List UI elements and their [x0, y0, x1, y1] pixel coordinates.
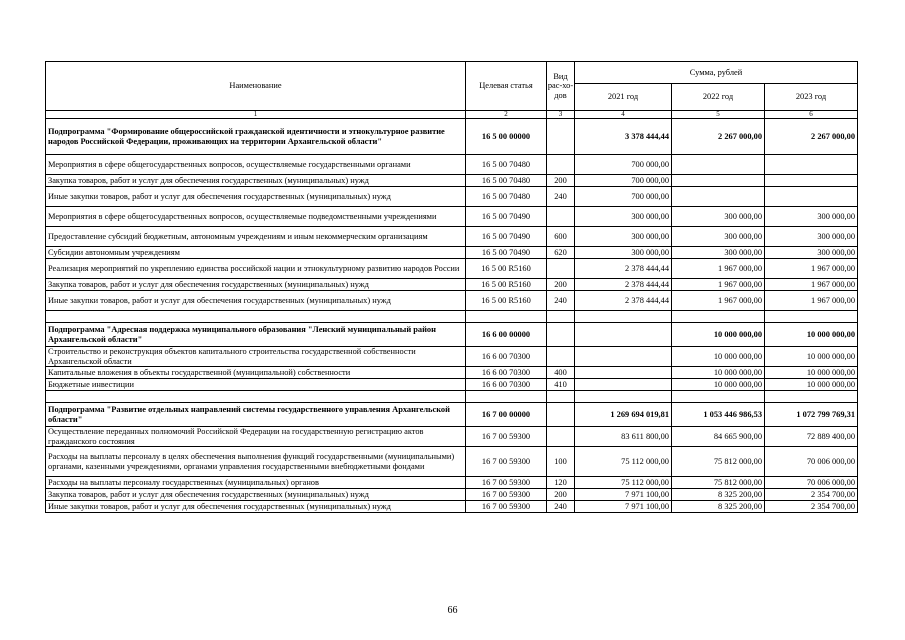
- row-sum-2021: 2 378 444,44: [575, 259, 672, 279]
- row-kind: 620: [547, 247, 575, 259]
- row-name: [46, 311, 466, 323]
- row-sum-2022: 84 665 900,00: [672, 427, 765, 447]
- row-sum-2023: [765, 391, 858, 403]
- header-kind: Вид рас-хо-дов: [547, 62, 575, 111]
- row-sum-2021: 300 000,00: [575, 247, 672, 259]
- row-sum-2023: [765, 311, 858, 323]
- row-sum-2023: [765, 175, 858, 187]
- row-sum-2022: 10 000 000,00: [672, 347, 765, 367]
- row-kind: 410: [547, 379, 575, 391]
- row-kind: 600: [547, 227, 575, 247]
- table-row: [46, 427, 858, 447]
- row-kind: [547, 119, 575, 155]
- row-sum-2021: [575, 347, 672, 367]
- row-sum-2023: 2 267 000,00: [765, 119, 858, 155]
- column-index-cell: 1: [46, 111, 466, 119]
- header-sum: Сумма, рублей: [575, 62, 858, 84]
- row-sum-2023: 10 000 000,00: [765, 367, 858, 379]
- row-sum-2023: 1 967 000,00: [765, 279, 858, 291]
- row-kind: 100: [547, 447, 575, 477]
- row-sum-2022: [672, 187, 765, 207]
- row-sum-2022: [672, 155, 765, 175]
- row-sum-2021: [575, 391, 672, 403]
- table-row: [46, 379, 858, 391]
- row-sum-2023: 72 889 400,00: [765, 427, 858, 447]
- column-index-row: [46, 111, 858, 119]
- row-kind: [547, 347, 575, 367]
- row-kind: 240: [547, 187, 575, 207]
- row-code: 16 7 00 59300: [466, 501, 547, 513]
- row-code: 16 5 00 70490: [466, 207, 547, 227]
- row-sum-2021: [575, 323, 672, 347]
- header-2022: 2022 год: [672, 84, 765, 111]
- row-code: 16 7 00 59300: [466, 447, 547, 477]
- row-sum-2023: [765, 187, 858, 207]
- row-sum-2022: 8 325 200,00: [672, 501, 765, 513]
- row-sum-2023: 300 000,00: [765, 207, 858, 227]
- table-row: [46, 207, 858, 227]
- row-code: [466, 391, 547, 403]
- table-row: [46, 279, 858, 291]
- row-name: Капитальные вложения в объекты государственной (муниципальной) собственности: [46, 367, 466, 379]
- row-name: Реализация мероприятий по укреплению единства российской нации и этнокультурному развитию народов России: [46, 259, 466, 279]
- row-name: Иные закупки товаров, работ и услуг для обеспечения государственных (муниципальных) нужд: [46, 187, 466, 207]
- row-sum-2022: 1 967 000,00: [672, 291, 765, 311]
- row-name: Иные закупки товаров, работ и услуг для обеспечения государственных (муниципальных) нужд: [46, 501, 466, 513]
- row-sum-2023: 10 000 000,00: [765, 379, 858, 391]
- row-sum-2021: 2 378 444,44: [575, 279, 672, 291]
- row-sum-2021: [575, 367, 672, 379]
- row-name: Осуществление переданных полномочий Российской Федерации на государственную регистрацию актов гражданского состояния: [46, 427, 466, 447]
- table-row: [46, 501, 858, 513]
- row-kind: [547, 403, 575, 427]
- row-sum-2021: 300 000,00: [575, 207, 672, 227]
- row-code: 16 5 00 70480: [466, 155, 547, 175]
- row-sum-2023: 70 006 000,00: [765, 447, 858, 477]
- table-row: [46, 447, 858, 477]
- row-name: Подпрограмма "Развитие отдельных направлений системы государственного управления Архангельской области": [46, 403, 466, 427]
- row-sum-2021: 300 000,00: [575, 227, 672, 247]
- row-sum-2022: 300 000,00: [672, 247, 765, 259]
- row-sum-2021: 700 000,00: [575, 187, 672, 207]
- row-name: Подпрограмма "Формирование общероссийской гражданской идентичности и этнокультурное развитие народов Российской Федерации, проживающих на территории Архангельской области": [46, 119, 466, 155]
- row-kind: [547, 207, 575, 227]
- row-name: Бюджетные инвестиции: [46, 379, 466, 391]
- row-code: 16 7 00 59300: [466, 477, 547, 489]
- row-sum-2021: 7 971 100,00: [575, 501, 672, 513]
- row-code: 16 6 00 00000: [466, 323, 547, 347]
- row-sum-2022: [672, 391, 765, 403]
- row-code: 16 5 00 R5160: [466, 291, 547, 311]
- row-sum-2023: 300 000,00: [765, 247, 858, 259]
- row-sum-2023: 1 967 000,00: [765, 259, 858, 279]
- row-name: Иные закупки товаров, работ и услуг для обеспечения государственных (муниципальных) нужд: [46, 291, 466, 311]
- table-row: [46, 403, 858, 427]
- column-index-cell: 5: [672, 111, 765, 119]
- row-code: 16 7 00 59300: [466, 427, 547, 447]
- row-sum-2021: 700 000,00: [575, 155, 672, 175]
- row-sum-2022: 1 967 000,00: [672, 259, 765, 279]
- row-kind: [547, 155, 575, 175]
- row-kind: [547, 323, 575, 347]
- table-row: [46, 187, 858, 207]
- row-kind: [547, 427, 575, 447]
- row-sum-2021: 83 611 800,00: [575, 427, 672, 447]
- row-sum-2022: 1 053 446 986,53: [672, 403, 765, 427]
- table-row: [46, 175, 858, 187]
- row-name: Закупка товаров, работ и услуг для обеспечения государственных (муниципальных) нужд: [46, 279, 466, 291]
- row-sum-2022: 300 000,00: [672, 227, 765, 247]
- row-kind: [547, 391, 575, 403]
- row-code: 16 6 00 70300: [466, 347, 547, 367]
- row-sum-2022: [672, 311, 765, 323]
- budget-table: [45, 61, 858, 513]
- column-index-cell: 2: [466, 111, 547, 119]
- column-index-cell: 4: [575, 111, 672, 119]
- row-kind: 120: [547, 477, 575, 489]
- table-row: [46, 227, 858, 247]
- row-sum-2023: 10 000 000,00: [765, 347, 858, 367]
- row-sum-2021: 75 112 000,00: [575, 477, 672, 489]
- header-target: Целевая статья: [466, 62, 547, 111]
- row-name: [46, 391, 466, 403]
- table-row: [46, 259, 858, 279]
- row-sum-2022: 300 000,00: [672, 207, 765, 227]
- row-sum-2021: [575, 379, 672, 391]
- row-sum-2021: 3 378 444,44: [575, 119, 672, 155]
- column-index-cell: 6: [765, 111, 858, 119]
- row-name: Мероприятия в сфере общегосударственных вопросов, осуществляемые государственными органами: [46, 155, 466, 175]
- row-code: 16 5 00 70480: [466, 187, 547, 207]
- row-sum-2022: 10 000 000,00: [672, 379, 765, 391]
- row-name: Мероприятия в сфере общегосударственных вопросов, осуществляемые подведомственными учреждениями: [46, 207, 466, 227]
- row-sum-2023: 1 072 799 769,31: [765, 403, 858, 427]
- row-kind: 400: [547, 367, 575, 379]
- row-code: 16 6 00 70300: [466, 367, 547, 379]
- page-number: 66: [447, 605, 458, 616]
- spacer-row: [46, 391, 858, 403]
- row-kind: 240: [547, 291, 575, 311]
- row-name: Строительство и реконструкция объектов капитального строительства государственной собственности Архангельской области: [46, 347, 466, 367]
- row-sum-2023: [765, 155, 858, 175]
- row-code: 16 5 00 70490: [466, 227, 547, 247]
- table-row: [46, 489, 858, 501]
- row-sum-2022: 10 000 000,00: [672, 323, 765, 347]
- table-row: [46, 247, 858, 259]
- row-sum-2022: 75 812 000,00: [672, 447, 765, 477]
- row-kind: 240: [547, 501, 575, 513]
- table-row: [46, 477, 858, 489]
- row-name: Предоставление субсидий бюджетным, автономным учреждениям и иным некоммерческим организациям: [46, 227, 466, 247]
- row-sum-2021: 75 112 000,00: [575, 447, 672, 477]
- table-row: [46, 347, 858, 367]
- row-sum-2021: 700 000,00: [575, 175, 672, 187]
- column-index-cell: 3: [547, 111, 575, 119]
- header-name: Наименование: [46, 62, 466, 111]
- row-sum-2021: [575, 311, 672, 323]
- table-row: [46, 155, 858, 175]
- table-row: [46, 119, 858, 155]
- row-kind: [547, 259, 575, 279]
- row-sum-2023: 1 967 000,00: [765, 291, 858, 311]
- row-code: [466, 311, 547, 323]
- row-kind: 200: [547, 489, 575, 501]
- table-row: [46, 323, 858, 347]
- row-sum-2022: 1 967 000,00: [672, 279, 765, 291]
- row-code: 16 7 00 00000: [466, 403, 547, 427]
- table-row: [46, 367, 858, 379]
- row-name: Расходы на выплаты персоналу государственных (муниципальных) органов: [46, 477, 466, 489]
- row-sum-2022: 2 267 000,00: [672, 119, 765, 155]
- row-sum-2023: 10 000 000,00: [765, 323, 858, 347]
- row-code: 16 5 00 70490: [466, 247, 547, 259]
- row-sum-2022: 75 812 000,00: [672, 477, 765, 489]
- row-code: 16 5 00 R5160: [466, 279, 547, 291]
- row-kind: 200: [547, 279, 575, 291]
- row-sum-2022: 8 325 200,00: [672, 489, 765, 501]
- spacer-row: [46, 311, 858, 323]
- row-name: Подпрограмма "Адресная поддержка муниципального образования "Ленский муниципальный район Архангельской области": [46, 323, 466, 347]
- row-sum-2022: [672, 175, 765, 187]
- row-sum-2021: 2 378 444,44: [575, 291, 672, 311]
- row-sum-2022: 10 000 000,00: [672, 367, 765, 379]
- row-name: Субсидии автономным учреждениям: [46, 247, 466, 259]
- row-code: 16 7 00 59300: [466, 489, 547, 501]
- row-kind: 200: [547, 175, 575, 187]
- row-name: Расходы на выплаты персоналу в целях обеспечения выполнения функций государственными (муниципальными) органами, казенными учреждениями, органами управления государственными внебюджетными фондами: [46, 447, 466, 477]
- row-sum-2023: 2 354 700,00: [765, 489, 858, 501]
- row-code: 16 5 00 70480: [466, 175, 547, 187]
- row-sum-2021: 7 971 100,00: [575, 489, 672, 501]
- row-sum-2021: 1 269 694 019,81: [575, 403, 672, 427]
- row-sum-2023: 70 006 000,00: [765, 477, 858, 489]
- row-sum-2023: 2 354 700,00: [765, 501, 858, 513]
- row-code: 16 6 00 70300: [466, 379, 547, 391]
- row-sum-2023: 300 000,00: [765, 227, 858, 247]
- row-kind: [547, 311, 575, 323]
- row-name: Закупка товаров, работ и услуг для обеспечения государственных (муниципальных) нужд: [46, 175, 466, 187]
- header-2023: 2023 год: [765, 84, 858, 111]
- row-code: 16 5 00 R5160: [466, 259, 547, 279]
- header-2021: 2021 год: [575, 84, 672, 111]
- row-name: Закупка товаров, работ и услуг для обеспечения государственных (муниципальных) нужд: [46, 489, 466, 501]
- table-row: [46, 291, 858, 311]
- row-code: 16 5 00 00000: [466, 119, 547, 155]
